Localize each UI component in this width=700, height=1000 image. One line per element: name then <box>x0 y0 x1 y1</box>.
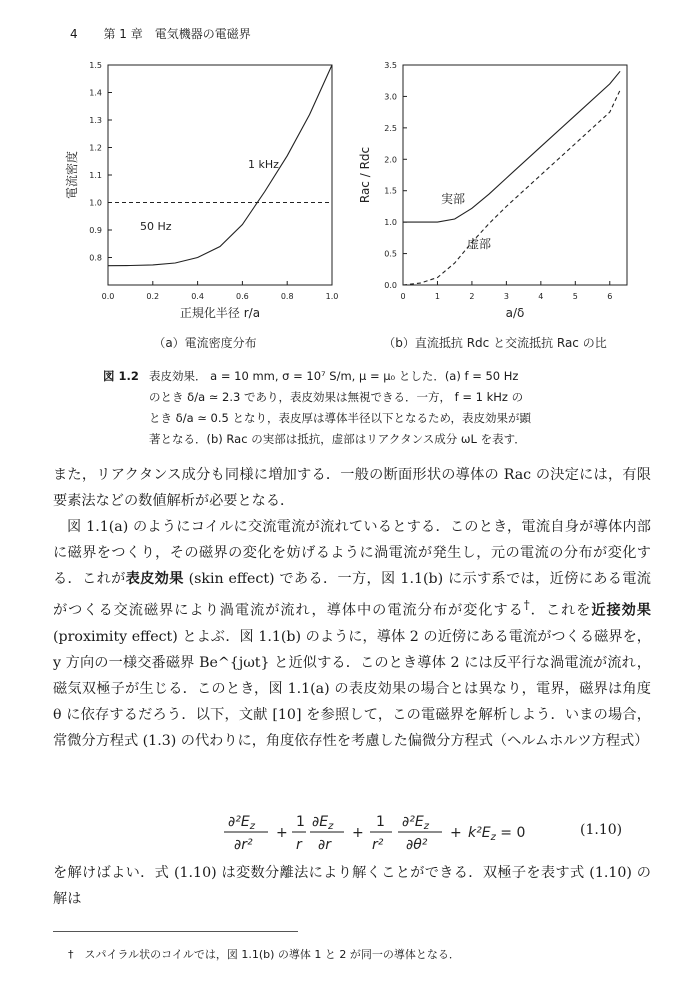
figure-caption-line: 著となる．(b) Rac の実部は抵抗，虚部はリアクタンス成分 ωL を表す． <box>149 432 526 446</box>
chart-a-ytick-label: 1.4 <box>89 88 102 98</box>
figure-caption <box>103 366 623 450</box>
chart-b-series-0 <box>403 71 620 222</box>
chart-b-series-1 <box>403 90 620 285</box>
chart-a-ytick-label: 1.0 <box>89 198 102 208</box>
figure-caption-line: のとき δ/a ≃ 2.3 であり，表皮効果は無視できる．一方， f = 1 kHz の <box>149 390 524 404</box>
chart-a-series-0 <box>108 65 332 266</box>
chart-a-ytick-label: 0.8 <box>89 253 102 263</box>
paragraph-3: を解けばよい．式 (1.10) は変数分離法により解くことができる．双極子を表す式 (1.10) の解は <box>53 865 651 907</box>
svg-text:∂r: ∂r <box>318 837 331 853</box>
chart-a-xtick-label: 0.0 <box>101 292 115 301</box>
chart-b-frame <box>403 65 627 285</box>
body-text-2 <box>53 860 651 912</box>
chart-b-ylabel: Rac / Rdc <box>358 146 372 204</box>
svg-text:r²: r² <box>372 837 384 853</box>
chapter-title: 第 1 章 電気機器の電磁界 <box>103 27 251 41</box>
footnote-text: スパイラル状のコイルでは，図 1.1(b) の導体 1 と 2 が同一の導体となる． <box>84 948 460 961</box>
chart-b-xtick-label: 2 <box>469 292 475 301</box>
chart-a-xlabel: 正規化半径 r/a <box>179 306 261 320</box>
chart-b-ytick-label: 3.0 <box>384 92 397 102</box>
chart-b-legend-imag: 虚部 <box>467 237 492 251</box>
svg-text:+: + <box>352 825 364 841</box>
figure-caption-line: とき δ/a ≃ 0.5 となり，表皮厚は導体半径以下となるため，表皮効果が顕 <box>149 411 532 425</box>
chart-b-ytick-label: 2.0 <box>384 155 397 165</box>
chart-a-ytick-label: 1.1 <box>89 171 102 180</box>
footnote <box>68 946 460 962</box>
svg-text:+: + <box>276 825 288 841</box>
svg-text:∂²Ez: $\partial^2E_z$ <box>228 814 255 832</box>
svg-text:1: 1 <box>296 814 305 830</box>
chart-b-ytick-label: 1.5 <box>384 186 397 196</box>
chart-a-legend-1khz: 1 kHz <box>248 158 279 171</box>
svg-text:r: r <box>296 837 302 853</box>
equation-number: (1.10) <box>580 822 623 838</box>
chart-a-xtick-label: 0.6 <box>236 292 249 301</box>
footnote-mark: † <box>68 948 74 961</box>
footnote-mark: † <box>523 598 531 612</box>
svg-text:∂²Ez: $\partial^2E_z$ <box>402 814 429 832</box>
chart-a-legend-50hz: 50 Hz <box>140 220 172 233</box>
svg-text:∂Ez: $\partial E_z$ <box>312 814 334 832</box>
chart-a-subcaption: （a）電流密度分布 <box>153 336 257 350</box>
chart-a-xtick-label: 0.8 <box>280 292 294 301</box>
paragraph-2-text: (skin effect) である．一方，図 1.1(b) に示す系では，近傍にある電流がつくる交流磁界により渦電流が流れ，導体中の電流分布が変化する <box>53 571 651 619</box>
chart-b-xtick-label: 3 <box>503 292 509 301</box>
chart-a-frame <box>108 65 332 285</box>
chart-b-subcaption: （b）直流抵抗 Rdc と交流抵抗 Rac の比 <box>383 336 607 350</box>
svg-text:∂θ²: ∂θ² <box>406 837 428 853</box>
page-header <box>70 25 251 42</box>
chart-b-ytick-label: 1.0 <box>384 218 397 228</box>
figure-caption-line: 表皮効果． a = 10 mm, σ = 10⁷ S/m, μ = μ₀ とした．(a) f = 50 Hz <box>149 369 519 383</box>
paragraph-2-text: 図 1.1(a) のようにコイルに交流電流が流れているとする．このとき，電流自身が導体内部に磁界をつくり，その磁界の変化を妨げるように渦電流が発生し，元の電流の分布が変化する．これが <box>53 519 651 587</box>
equation <box>200 810 623 854</box>
chart-a-ylabel: 電流密度 <box>65 150 79 200</box>
svg-text:∂r²: ∂r² <box>234 837 253 853</box>
chart-a-ytick-label: 1.3 <box>89 116 102 125</box>
chart-a-ytick-label: 1.2 <box>89 143 102 153</box>
figure-caption-label: 図 1.2 <box>103 369 139 383</box>
svg-text:k²Ez = 0: $k^2E_z = 0$ <box>468 825 526 843</box>
chart-b-xtick-label: 0 <box>400 292 406 301</box>
paragraph-2-text: ．これを <box>530 602 592 619</box>
chart-b <box>355 55 640 350</box>
chart-a <box>60 55 350 350</box>
chart-b-xtick-label: 1 <box>434 292 441 301</box>
chart-b-ytick-label: 2.5 <box>384 123 397 133</box>
chart-b-ytick-label: 0.0 <box>384 281 397 290</box>
chart-b-xtick-label: 5 <box>572 292 578 301</box>
chart-b-xlabel: a/δ <box>505 306 525 320</box>
term-skin-effect: 表皮効果 <box>125 571 184 587</box>
term-proximity-effect: 近接効果 <box>591 602 651 619</box>
chart-b-ytick-label: 3.5 <box>384 61 397 70</box>
chart-b-legend-real: 実部 <box>441 192 466 206</box>
chart-a-xtick-label: 0.2 <box>146 292 160 301</box>
chart-b-xtick-label: 6 <box>607 292 613 301</box>
chart-b-xtick-label: 4 <box>538 292 544 301</box>
svg-text:1: 1 <box>376 814 385 830</box>
footnote-rule <box>53 931 298 932</box>
page-number: 4 <box>70 27 78 41</box>
paragraph-2-text: (proximity effect) とよぶ．図 1.1(b) のように，導体 2 の近傍にある電流がつくる磁界を，y 方向の一様交番磁界 Be^{jωt} と近似する．このとき導体 2 には反平行な渦電流が流れ，磁気双極子が生じる．このとき，図 1.1(a) の表皮効果の場合とは異なり，電界，磁界は角度 θ に依存するだろう．以下，文献 [10] を参照して，この電磁界を解析しよう．いまの場合，常微分方程式 (1.3) の代わりに，角度依存性を考慮した偏微分方程式（ヘルムホルツ方程式） <box>53 628 651 749</box>
paragraph-1: また，リアクタンス成分も同様に増加する．一般の断面形状の導体の Rac の決定には，有限要素法などの数値解析が必要となる． <box>53 467 651 509</box>
chart-a-ytick-label: 1.5 <box>89 61 102 70</box>
chart-a-xtick-label: 1.0 <box>325 292 339 301</box>
chart-b-ytick-label: 0.5 <box>384 249 397 259</box>
svg-text:+: + <box>450 825 462 841</box>
body-text <box>53 462 651 754</box>
chart-a-xtick-label: 0.4 <box>191 292 204 301</box>
chart-a-ytick-label: 0.9 <box>89 226 102 235</box>
paragraph-2 <box>53 514 651 754</box>
